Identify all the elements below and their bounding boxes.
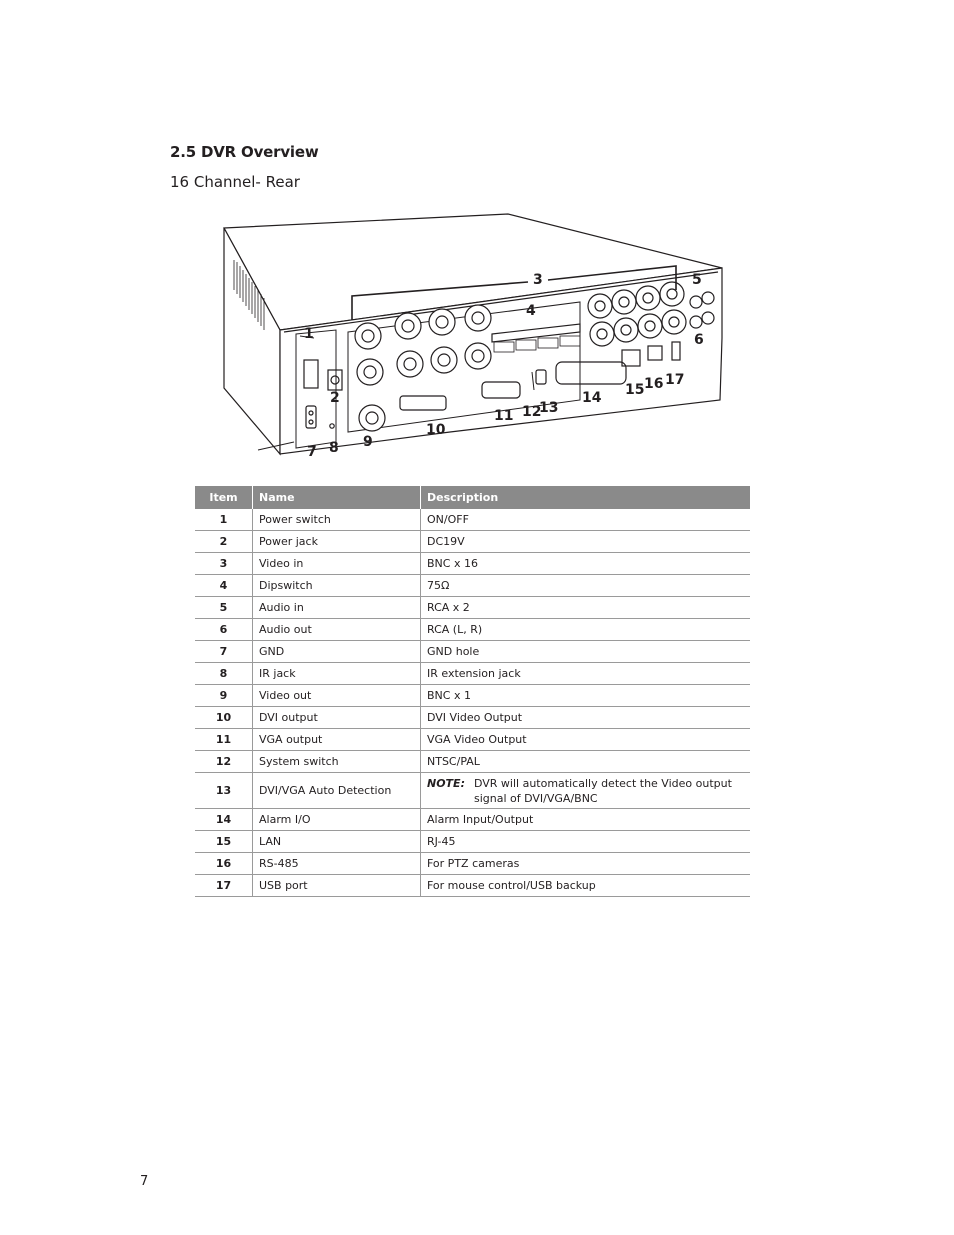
item-cell: 7 [195,641,253,663]
table-row [195,853,750,875]
page-number: 7 [140,1174,149,1189]
header-item: Item [195,486,253,509]
table-row [195,809,750,831]
item-cell: 3 [195,553,253,575]
callout-13: 13 [539,400,559,416]
description-cell: VGA Video Output [421,729,751,751]
item-cell: 16 [195,853,253,875]
table-row [195,575,750,597]
item-cell: 9 [195,685,253,707]
callout-12: 12 [522,404,542,420]
name-cell: Power switch [253,509,421,531]
table-row [195,707,750,729]
table-row [195,641,750,663]
table-row [195,531,750,553]
callout-17: 17 [665,372,685,388]
name-cell: RS-485 [253,853,421,875]
item-cell: 11 [195,729,253,751]
section-subheading: 16 Channel- Rear [170,173,300,191]
callout-5: 5 [692,272,702,288]
table-row [195,553,750,575]
item-cell: 14 [195,809,253,831]
callout-14: 14 [582,390,602,406]
name-cell: Video in [253,553,421,575]
item-cell: 13 [195,773,253,809]
table-row [195,729,750,751]
description-cell: BNC x 1 [421,685,751,707]
table-row [195,751,750,773]
name-cell: Audio in [253,597,421,619]
item-cell: 6 [195,619,253,641]
name-cell: System switch [253,751,421,773]
callout-9: 9 [363,434,373,450]
note-block [427,776,744,806]
name-cell: LAN [253,831,421,853]
name-cell: DVI output [253,707,421,729]
item-cell: 8 [195,663,253,685]
callout-16: 16 [644,376,664,392]
name-cell: Power jack [253,531,421,553]
name-cell: Dipswitch [253,575,421,597]
description-cell: IR extension jack [421,663,751,685]
table-row [195,509,750,531]
description-cell: DC19V [421,531,751,553]
table-row [195,875,750,897]
header-name: Name [253,486,421,509]
name-cell: DVI/VGA Auto Detection [253,773,421,809]
name-cell: Audio out [253,619,421,641]
table-row [195,685,750,707]
callout-6: 6 [694,332,704,348]
description-cell: NTSC/PAL [421,751,751,773]
item-cell: 10 [195,707,253,729]
table-row [195,597,750,619]
callout-3: 3 [533,272,543,288]
header-description: Description [421,486,751,509]
callout-2: 2 [330,390,340,406]
section-heading: 2.5 DVR Overview [170,143,319,161]
description-cell: RCA (L, R) [421,619,751,641]
item-cell: 4 [195,575,253,597]
name-cell: IR jack [253,663,421,685]
callout-15: 15 [625,382,645,398]
table-row [195,773,750,809]
callout-1: 1 [304,326,314,342]
description-cell: RJ-45 [421,831,751,853]
callout-10: 10 [426,422,446,438]
name-cell: GND [253,641,421,663]
callout-7: 7 [307,444,317,460]
table-row [195,831,750,853]
description-cell: ON/OFF [421,509,751,531]
item-cell: 1 [195,509,253,531]
item-cell: 12 [195,751,253,773]
description-cell: GND hole [421,641,751,663]
description-cell: For PTZ cameras [421,853,751,875]
callout-8: 8 [329,440,339,456]
callout-4: 4 [526,303,536,319]
name-cell: VGA output [253,729,421,751]
name-cell: USB port [253,875,421,897]
item-cell: 2 [195,531,253,553]
item-cell: 15 [195,831,253,853]
table-row [195,663,750,685]
description-cell: 75Ω [421,575,751,597]
description-cell: DVI Video Output [421,707,751,729]
table-header-row [195,486,750,509]
name-cell: Video out [253,685,421,707]
description-cell: Alarm Input/Output [421,809,751,831]
description-cell [421,773,751,809]
connector-spec-table [195,486,750,897]
description-cell: For mouse control/USB backup [421,875,751,897]
description-cell: BNC x 16 [421,553,751,575]
callout-11: 11 [494,408,514,424]
dvr-rear-panel-figure [220,210,730,460]
item-cell: 5 [195,597,253,619]
dvr-rear-panel-illustration [220,210,730,460]
description-cell: RCA x 2 [421,597,751,619]
note-label: NOTE: [427,776,465,790]
name-cell: Alarm I/O [253,809,421,831]
note-text: DVR will automatically detect the Video output signal of DVI/VGA/BNC [473,776,732,805]
table-row [195,619,750,641]
item-cell: 17 [195,875,253,897]
